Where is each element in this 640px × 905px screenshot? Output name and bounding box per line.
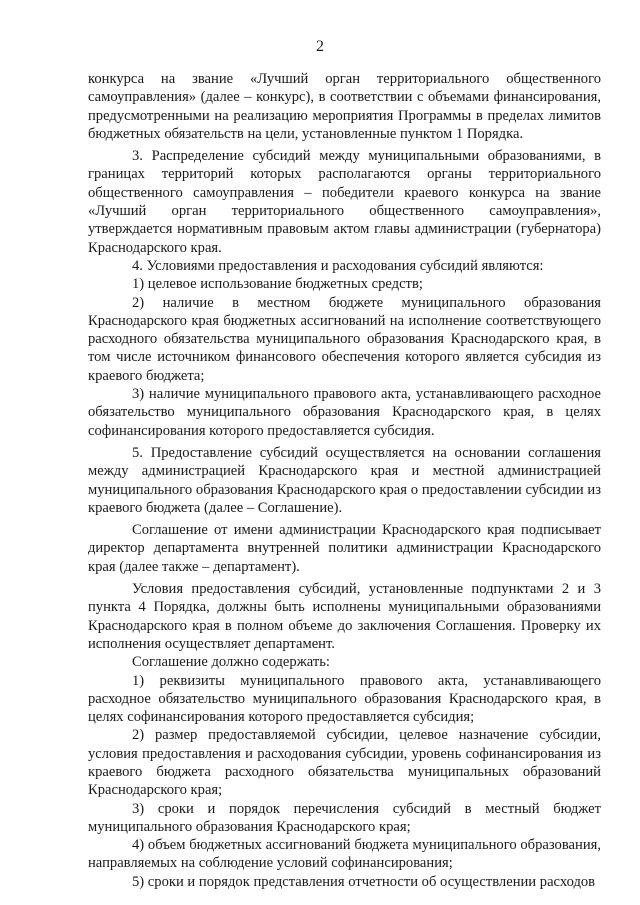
paragraph: 3. Распределение субсидий между муниципальными образованиями, в границах территорий которых располагаются органы территориального общественного самоуправления – победители краевого конкурса на звание «Лучший орган территориального общественного самоуправления», утверждается нормативным правовым актом главы администрации (губернатора) Краснодарского края. xyxy=(88,148,601,256)
page-number: 2 xyxy=(316,38,324,55)
list-item: 3) наличие муниципального правового акта, устанавливающего расходное обязательство муниципального образования Краснодарского края, в целях софинансирования которого предоставляется субсидия. xyxy=(88,386,601,439)
paragraph: Соглашение от имени администрации Краснодарского края подписывает директор департамента внутренней политики администрации Краснодарского края (далее также – департамент). xyxy=(88,522,601,575)
list-item: 1) целевое использование бюджетных средств; xyxy=(132,276,423,293)
list-item: 3) сроки и порядок перечисления субсидий в местный бюджет муниципального образования Краснодарского края; xyxy=(88,800,601,835)
document-body xyxy=(88,70,601,891)
paragraph: 5. Предоставление субсидий осуществляется на основании соглашения между администрацией Краснодарского края и местной администрацией муниципального образования Краснодарского края о предоставлении субсидии из краевого бюджета (далее – Соглашение). xyxy=(88,444,601,516)
list-item: 1) реквизиты муниципального правового акта, устанавливающего расходное обязательство муниципального образования Краснодарского края, в целях софинансирования которого предоставляется субсидия; xyxy=(88,672,601,726)
list-item: 2) наличие в местном бюджете муниципального образования Краснодарского края бюджетных ассигнований на исполнение соответствующего расходного обязательства муниципального образования Краснодарского края, в том числе источником финансового обеспечения которого является субсидия из краевого бюджета; xyxy=(88,294,601,384)
list-item: 4) объем бюджетных ассигнований бюджета муниципального образования, направляемых на соблюдение условий софинансирования; xyxy=(88,837,601,872)
paragraph: конкурса на звание «Лучший орган территориального общественного самоуправления» (далее – конкурс), в соответствии с объемами финансирования, предусмотренными на реализацию мероприятия Программы в пределах лимитов бюджетных обязательств на цели, установленные пунктом 1 Порядка. xyxy=(88,71,601,142)
paragraph: 4. Условиями предоставления и расходования субсидий являются: xyxy=(132,257,544,274)
list-item: 5) сроки и порядок представления отчетности об осуществлении расходов xyxy=(132,873,596,890)
paragraph: Условия предоставления субсидий, установленные подпунктами 2 и 3 пункта 4 Порядка, должны быть исполнены муниципальными образованиями Краснодарского края в полном объеме до заключения Соглашения. Проверку их исполнения осуществляет департамент. xyxy=(88,581,601,652)
paragraph: Соглашение должно содержать: xyxy=(132,654,330,671)
list-item: 2) размер предоставляемой субсидии, целевое назначение субсидии, условия предоставления и расходования субсидии, уровень софинансирования из краевого бюджета расходного обязательства муниципальных образований Краснодарского края; xyxy=(88,727,601,799)
